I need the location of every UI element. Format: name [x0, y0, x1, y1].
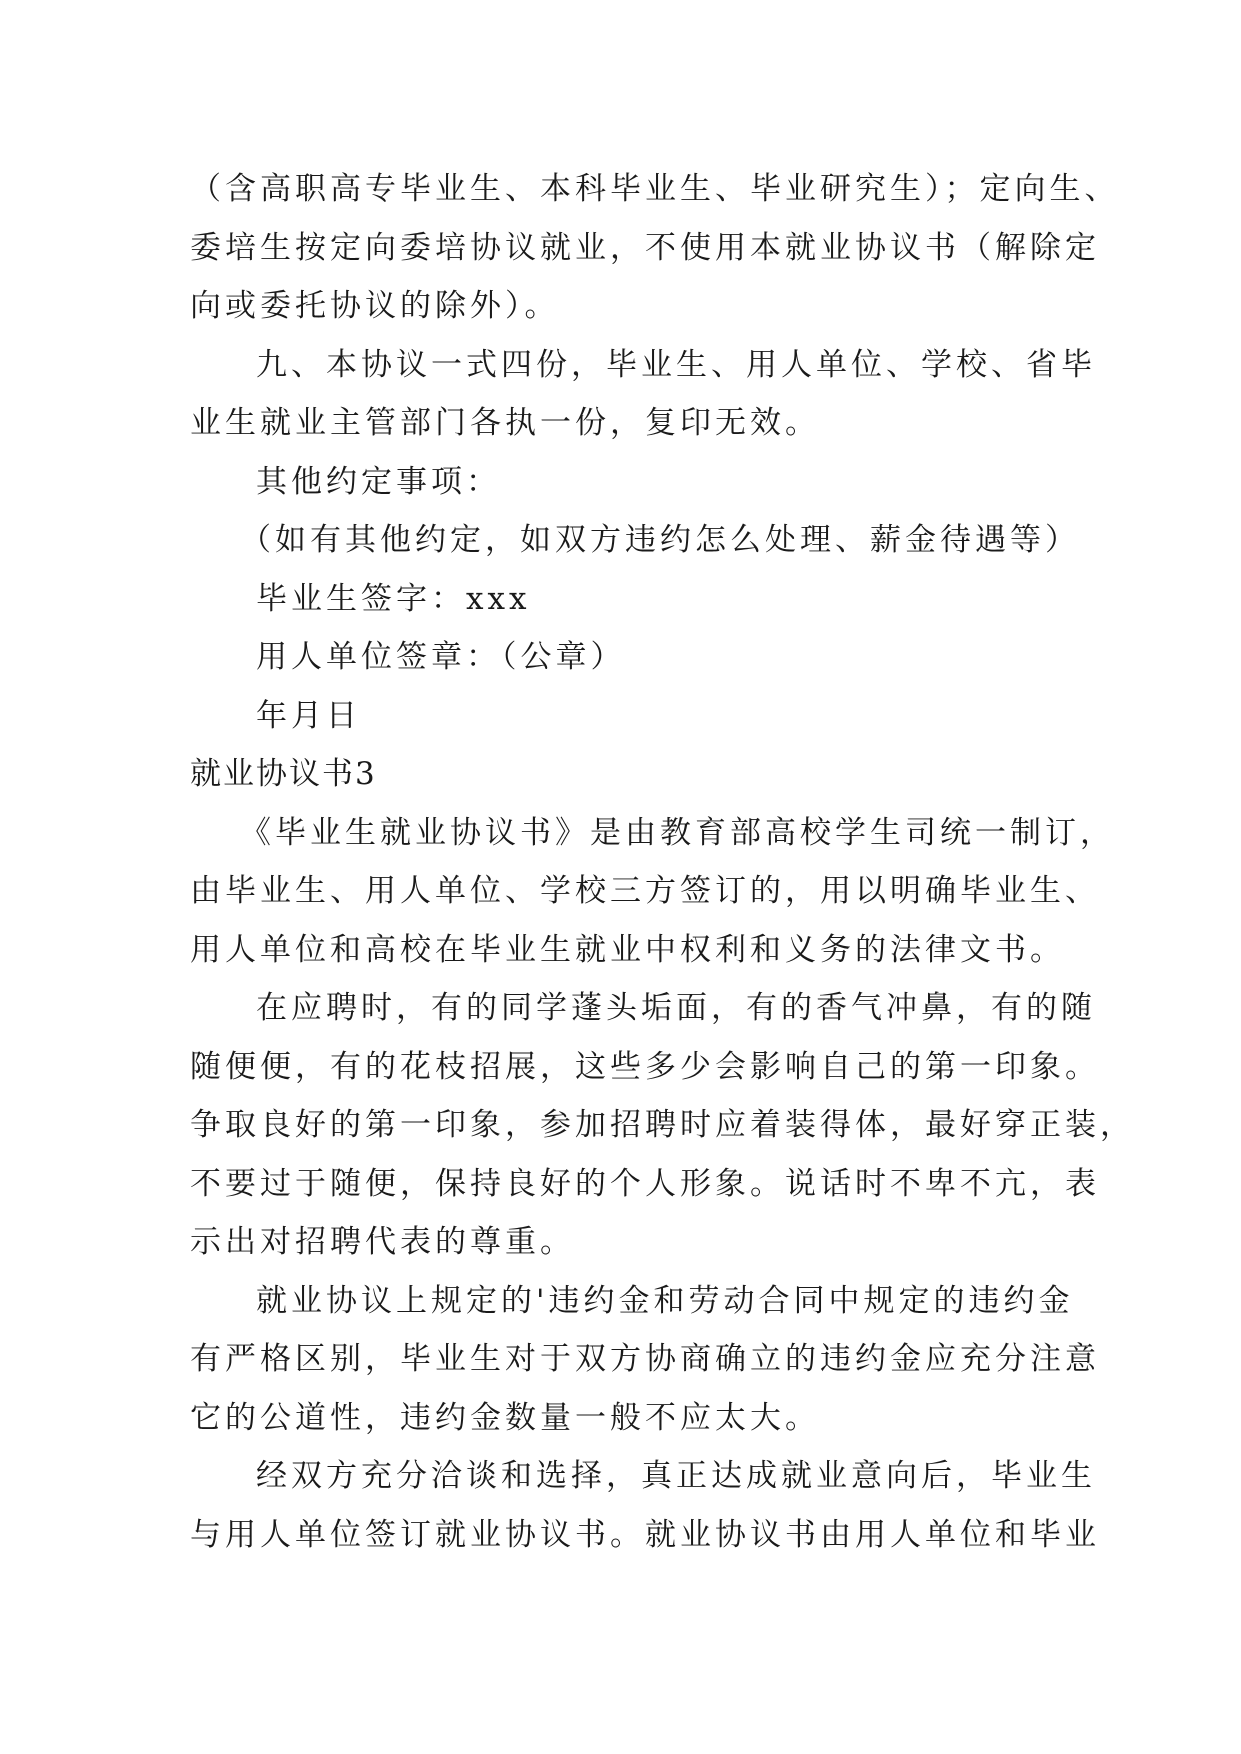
- text-line: 业生就业主管部门各执一份，复印无效。: [190, 405, 820, 441]
- text-line: 与用人单位签订就业协议书。就业协议书由用人单位和毕业: [190, 1516, 1100, 1553]
- text-line: 委培生按定向委培协议就业，不使用本就业协议书（解除定: [190, 229, 1100, 266]
- section-heading: 就业协议书3: [190, 756, 377, 792]
- text-line: 其他约定事项：: [256, 463, 501, 500]
- text-line: 九、本协议一式四份，毕业生、用人单位、学校、省毕: [256, 346, 1096, 383]
- date-line: 年月日: [256, 697, 361, 734]
- text-line: 有严格区别，毕业生对于双方协商确立的违约金应充分注意: [190, 1341, 1100, 1377]
- text-line: 随便便，有的花枝招展，这些多少会影响自己的第一印象。: [190, 1048, 1100, 1085]
- text-line: 由毕业生、用人单位、学校三方签订的，用以明确毕业生、: [190, 873, 1100, 909]
- text-line: 经双方充分洽谈和选择，真正达成就业意向后，毕业生: [256, 1458, 1096, 1494]
- text-line: （如有其他约定，如双方违约怎么处理、薪金待遇等）: [240, 522, 1080, 558]
- signature-line: 毕业生签字：xxx: [256, 580, 531, 617]
- text-line: 在应聘时，有的同学蓬头垢面，有的香气冲鼻，有的随: [256, 990, 1096, 1026]
- text-line: 用人单位和高校在毕业生就业中权利和义务的法律文书。: [190, 931, 1065, 968]
- text-line: 它的公道性，违约金数量一般不应太大。: [190, 1399, 820, 1436]
- text-line: 不要过于随便，保持良好的个人形象。说话时不卑不亢，表: [190, 1165, 1100, 1202]
- text-line: 《毕业生就业协议书》是由教育部高校学生司统一制订，: [240, 814, 1115, 851]
- text-line: 争取良好的第一印象，参加招聘时应着装得体，最好穿正装，: [190, 1107, 1135, 1143]
- text-line: 向或委托协议的除外）。: [190, 288, 560, 324]
- text-line: （含高职高专毕业生、本科毕业生、毕业研究生）；定向生、: [190, 171, 1120, 207]
- text-line: 就业协议上规定的'违约金和劳动合同中规定的违约金: [256, 1282, 1074, 1319]
- document-page: [190, 160, 1135, 1564]
- seal-line: 用人单位签章：（公章）: [256, 639, 626, 675]
- text-line: 示出对招聘代表的尊重。: [190, 1224, 575, 1260]
